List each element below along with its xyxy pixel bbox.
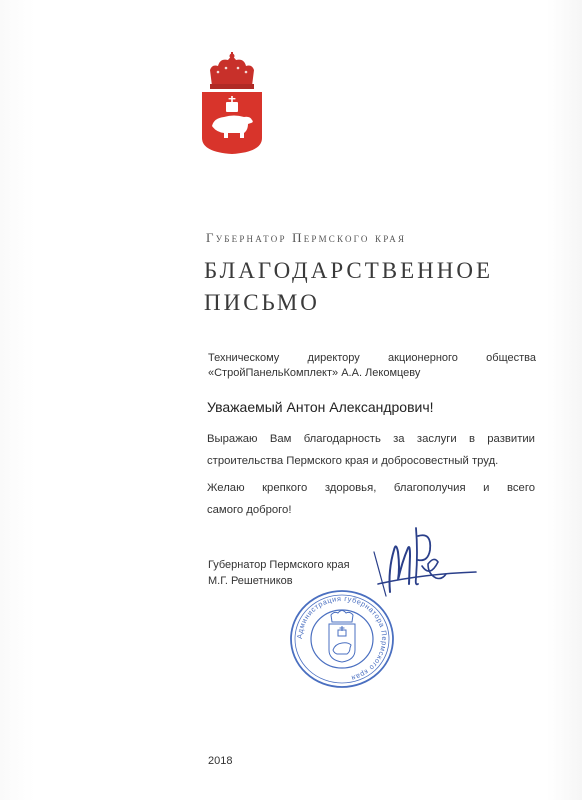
paragraph-2-line-1: Желаю крепкого здоровья, благополучия и всего (207, 482, 535, 494)
perm-krai-coat-of-arms-emblem (198, 50, 266, 156)
official-seal-stamp (288, 588, 396, 690)
gratitude-paragraph (207, 428, 535, 472)
signatory-block (208, 557, 350, 589)
title-line-2: ПИСЬМО (204, 290, 320, 315)
signatory-position: Губернатор Пермского края (208, 559, 350, 571)
title-line-1: БЛАГОДАРСТВЕННОЕ (204, 258, 494, 283)
paragraph-1-line-1: Выражаю Вам благодарность за заслуги в развитии (207, 433, 535, 445)
signatory-name: М.Г. Решетников (208, 575, 293, 587)
document-title (204, 255, 534, 319)
seal-ring-text: Администрация губернатора Пермского края (294, 593, 390, 683)
recipient-line-1: Техническому директору акционерного общества (208, 352, 536, 364)
issue-year: 2018 (208, 755, 233, 767)
recipient-block (208, 351, 536, 381)
wishes-paragraph (207, 477, 535, 521)
salutation: Уважаемый Антон Александрович! (207, 399, 434, 415)
seal-emblem-icon (329, 611, 355, 663)
paragraph-1-line-2: строительства Пермского края и добросовестный труд. (207, 455, 499, 467)
paragraph-2-line-2: самого доброго! (207, 504, 292, 516)
crown-icon (210, 52, 254, 89)
recipient-line-2: «СтройПанельКомплект» А.А. Лекомцеву (208, 367, 421, 379)
issuer-heading: Губернатор Пермского края (206, 230, 407, 245)
